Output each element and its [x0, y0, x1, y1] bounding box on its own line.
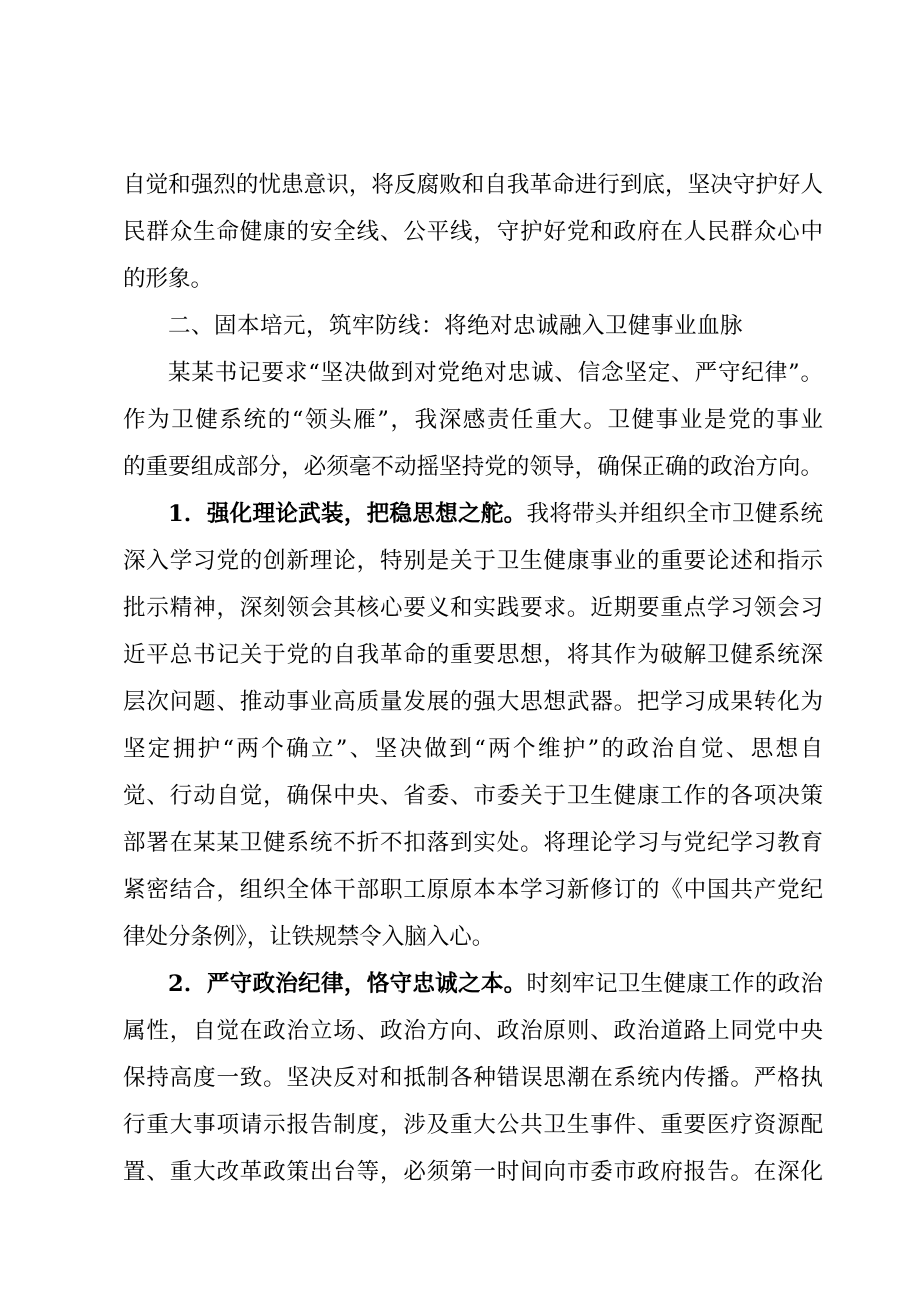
item-2-line-5: 置、重大改革政策出台等，必须第一时间向市委市政府报告。在深化 — [123, 1159, 823, 1185]
item-1-line-8: 部署在某某卫健系统不折不扣落到实处。将理论学习与党纪学习教育 — [123, 830, 823, 856]
item-1-line-7: 觉、行动自觉，确保中央、省委、市委关于卫生健康工作的各项决策 — [123, 783, 823, 809]
requirement-line-1: 某某书记要求“坚决做到对党绝对忠诚、信念坚定、严守纪律”。 — [168, 360, 823, 386]
item-1-line-6: 坚定拥护“两个确立”、坚决做到“两个维护”的政治自觉、思想自 — [123, 736, 823, 762]
item-1-first-line-text: 我将带头并组织全市卫健系统 — [526, 501, 823, 527]
item-1-line-2: 深入学习党的创新理论，特别是关于卫生健康事业的重要论述和指示 — [123, 548, 823, 574]
item-1-title: 1．强化理论武装，把稳思想之舵。 — [168, 501, 527, 527]
section-heading: 二、固本培元，筑牢防线：将绝对忠诚融入卫健事业血脉 — [168, 313, 744, 339]
intro-line-1: 自觉和强烈的忧患意识，将反腐败和自我革命进行到底，坚决守护好人 — [123, 172, 823, 198]
requirement-line-2: 作为卫健系统的“领头雁”，我深感责任重大。卫健事业是党的事业 — [123, 407, 823, 433]
intro-line-3: 的形象。 — [123, 266, 214, 292]
item-1-line-3: 批示精神，深刻领会其核心要义和实践要求。近期要重点学习领会习 — [123, 595, 823, 621]
item-2-first-line-text: 时刻牢记卫生健康工作的政治 — [526, 971, 823, 997]
item-2-line-2: 属性，自觉在政治立场、政治方向、政治原则、政治道路上同党中央 — [123, 1018, 823, 1044]
item-1-line-10: 律处分条例》，让铁规禁令入脑入心。 — [123, 924, 495, 950]
item-2-title: 2．严守政治纪律，恪守忠诚之本。 — [168, 971, 527, 997]
item-2-first-line — [168, 969, 823, 999]
intro-line-2: 民群众生命健康的安全线、公平线，守护好党和政府在人民群众心中 — [123, 219, 823, 245]
item-2-line-4: 行重大事项请示报告制度，涉及重大公共卫生事件、重要医疗资源配 — [123, 1112, 823, 1138]
item-1-line-4: 近平总书记关于党的自我革命的重要思想，将其作为破解卫健系统深 — [123, 642, 823, 668]
item-2-line-3: 保持高度一致。坚决反对和抵制各种错误思潮在系统内传播。严格执 — [123, 1065, 823, 1091]
item-1-first-line — [168, 499, 823, 529]
item-1-line-9: 紧密结合，组织全体干部职工原原本本学习新修订的《中国共产党纪 — [123, 877, 823, 903]
item-1-line-5: 层次问题、推动事业高质量发展的强大思想武器。把学习成果转化为 — [123, 689, 823, 715]
requirement-line-3: 的重要组成部分，必须毫不动摇坚持党的领导，确保正确的政治方向。 — [123, 454, 823, 480]
